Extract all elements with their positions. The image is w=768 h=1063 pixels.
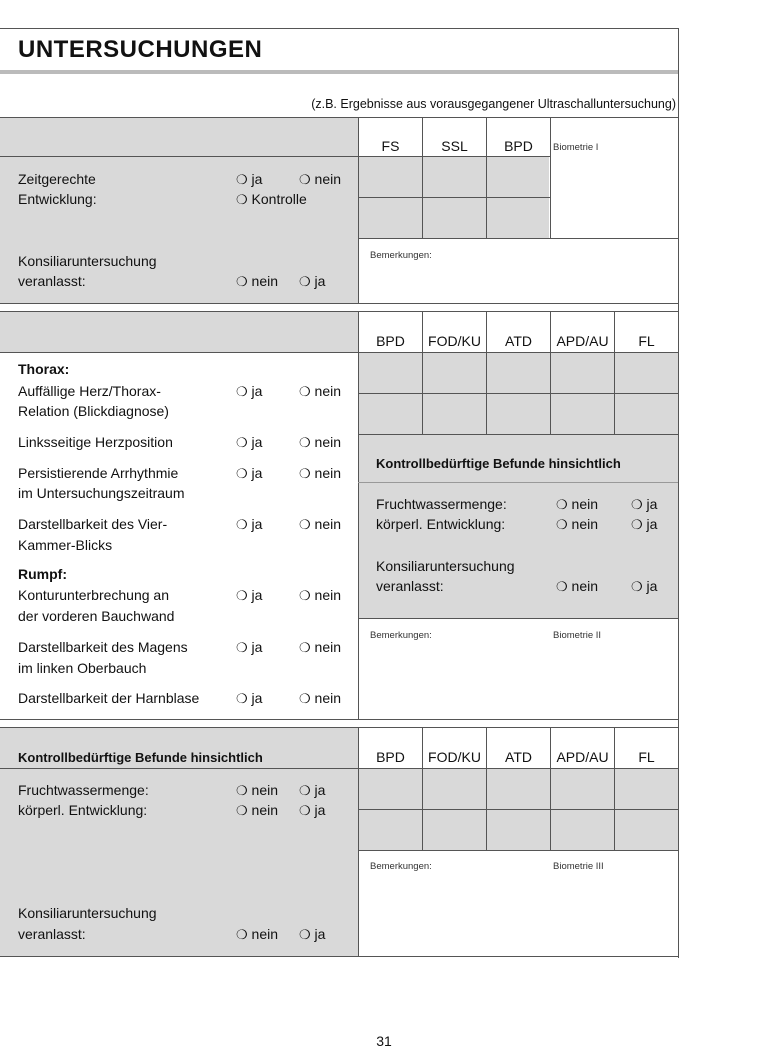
fruchtwasser-2-label: Fruchtwassermenge: — [376, 496, 507, 512]
col-apd-au: APD/AU — [556, 333, 609, 349]
vier-kammer-ja-option[interactable]: ❍ ja — [236, 516, 263, 532]
biometrie-3-label: Biometrie III — [553, 861, 604, 872]
biometry3-line — [358, 809, 678, 810]
radio-icon: ❍ — [299, 588, 311, 603]
radio-icon: ❍ — [299, 172, 311, 187]
biometry1-grid — [359, 157, 549, 239]
biometry1-line — [358, 156, 550, 157]
koerperl-2-ja-option[interactable]: ❍ ja — [631, 516, 658, 532]
bauchwand-ja-option[interactable]: ❍ ja — [236, 587, 263, 603]
koerperl-3-label: körperl. Entwicklung: — [18, 802, 148, 818]
biometry3-col-line — [614, 727, 615, 850]
rumpf-heading: Rumpf: — [18, 566, 67, 582]
zeitgerechte-nein-option[interactable]: ❍ nein — [299, 171, 342, 187]
radio-icon: ❍ — [236, 927, 248, 942]
biometry3-col-line — [550, 727, 551, 850]
kontroll-3-heading: Kontrollbedürftige Befunde hinsichtlich — [18, 750, 263, 765]
item-arrhythmie-label: Persistierende Arrhythmie — [18, 465, 179, 481]
radio-icon: ❍ — [236, 274, 248, 289]
veranlasst-3-label: veranlasst: — [18, 926, 86, 942]
zeitgerechte-ja-option[interactable]: ❍ ja — [236, 171, 263, 187]
koerperl-3-ja-option[interactable]: ❍ ja — [299, 802, 326, 818]
radio-icon: ❍ — [631, 579, 643, 594]
herzposition-nein-option[interactable]: ❍ nein — [299, 434, 342, 450]
title-rule — [0, 70, 678, 74]
item-harnblase-label: Darstellbarkeit der Harnblase — [18, 690, 200, 706]
koerperl-3-nein-option[interactable]: ❍ nein — [236, 802, 279, 818]
biometry1-col-line — [422, 117, 423, 239]
col-atd: ATD — [505, 333, 532, 349]
herz-thorax-nein-option[interactable]: ❍ nein — [299, 383, 342, 399]
bauchwand-nein-option[interactable]: ❍ nein — [299, 587, 342, 603]
radio-icon: ❍ — [299, 517, 311, 532]
biometry3-col-line — [422, 727, 423, 850]
bemerkungen-2-label: Bemerkungen: — [370, 630, 432, 641]
radio-icon: ❍ — [236, 517, 248, 532]
biometry2-grid — [359, 353, 678, 435]
biometry2-line — [358, 352, 678, 353]
radio-icon: ❍ — [236, 691, 248, 706]
radio-icon: ❍ — [556, 497, 568, 512]
entwicklung-label: Entwicklung: — [18, 191, 97, 207]
item-herzposition-label: Linksseitige Herzposition — [18, 434, 173, 450]
fruchtwasser-3-label: Fruchtwassermenge: — [18, 782, 149, 798]
radio-icon: ❍ — [299, 384, 311, 399]
col-atd: ATD — [505, 749, 532, 765]
section-separator — [0, 303, 678, 304]
col-fod-ku: FOD/KU — [428, 749, 481, 765]
kontroll-box-2-divider — [358, 482, 678, 483]
col-fl: FL — [638, 749, 655, 765]
item-magen-label-2: im linken Oberbauch — [18, 660, 147, 676]
biometry2-col-line — [550, 311, 551, 434]
col-bpd: BPD — [376, 333, 405, 349]
item-bauchwand-label: Konturunterbrechung an — [18, 587, 169, 603]
page-number: 31 — [376, 1033, 392, 1049]
konsil-1-nein-option[interactable]: ❍ nein — [236, 273, 279, 289]
biometry3-col-line — [486, 727, 487, 850]
radio-icon: ❍ — [299, 466, 311, 481]
konsil-1-ja-option[interactable]: ❍ ja — [299, 273, 326, 289]
kontroll-2-heading: Kontrollbedürftige Befunde hinsichtlich — [376, 456, 621, 471]
radio-icon: ❍ — [631, 517, 643, 532]
fruchtwasser-3-ja-option[interactable]: ❍ ja — [299, 782, 326, 798]
magen-nein-option[interactable]: ❍ nein — [299, 639, 342, 655]
radio-icon: ❍ — [236, 466, 248, 481]
radio-icon: ❍ — [299, 803, 311, 818]
magen-ja-option[interactable]: ❍ ja — [236, 639, 263, 655]
item-vier-kammer-label: Darstellbarkeit des Vier- — [18, 516, 168, 532]
radio-icon: ❍ — [299, 927, 311, 942]
biometry2-col-line — [614, 311, 615, 434]
col-ssl: SSL — [441, 138, 468, 154]
konsil-3-nein-option[interactable]: ❍ nein — [236, 926, 279, 942]
bemerkungen-1-label: Bemerkungen: — [370, 250, 432, 261]
kontroll-box-2-bottom — [358, 618, 678, 619]
col-fs: FS — [381, 138, 400, 154]
biometry3-line — [358, 768, 678, 769]
radio-icon: ❍ — [631, 497, 643, 512]
veranlasst-1-label: veranlasst: — [18, 273, 86, 289]
biometry2-line — [358, 393, 678, 394]
konsil-3-ja-option[interactable]: ❍ ja — [299, 926, 326, 942]
radio-icon: ❍ — [299, 691, 311, 706]
konsil-3-label: Konsiliaruntersuchung — [18, 905, 157, 921]
item-herz-thorax-label: Auffällige Herz/Thorax- — [18, 383, 161, 399]
radio-icon: ❍ — [236, 588, 248, 603]
col-bpd: BPD — [504, 138, 533, 154]
radio-icon: ❍ — [299, 640, 311, 655]
section1-top-line — [0, 117, 678, 118]
thorax-heading: Thorax: — [18, 361, 70, 377]
biometry1-col-line — [486, 117, 487, 239]
radio-icon: ❍ — [556, 517, 568, 532]
arrhythmie-nein-option[interactable]: ❍ nein — [299, 465, 342, 481]
radio-icon: ❍ — [236, 384, 248, 399]
section2-left-divider — [0, 352, 358, 353]
biometry3-grid — [359, 769, 678, 851]
koerperl-2-label: körperl. Entwicklung: — [376, 516, 506, 532]
biometrie-1-label: Biometrie I — [553, 142, 599, 153]
herzposition-ja-option[interactable]: ❍ ja — [236, 434, 263, 450]
section-separator — [0, 719, 678, 720]
bemerkungen-3-label: Bemerkungen: — [370, 861, 432, 872]
arrhythmie-ja-option[interactable]: ❍ ja — [236, 465, 263, 481]
radio-icon: ❍ — [299, 783, 311, 798]
konsil-2-nein-option[interactable]: ❍ nein — [556, 578, 599, 594]
radio-icon: ❍ — [236, 783, 248, 798]
konsil-2-ja-option[interactable]: ❍ ja — [631, 578, 658, 594]
section1-left-divider — [0, 156, 358, 157]
konsil-1-label: Konsiliaruntersuchung — [18, 253, 157, 269]
biometry1-col-line — [550, 117, 551, 239]
biometry1-line — [358, 238, 678, 239]
biometry2-col-line — [486, 311, 487, 434]
section3-left-divider — [0, 768, 358, 769]
harnblase-nein-option[interactable]: ❍ nein — [299, 690, 342, 706]
zeitgerechte-label: Zeitgerechte — [18, 171, 96, 187]
veranlasst-2-label: veranlasst: — [376, 578, 444, 594]
harnblase-ja-option[interactable]: ❍ ja — [236, 690, 263, 706]
top-border — [0, 28, 678, 29]
fruchtwasser-3-nein-option[interactable]: ❍ nein — [236, 782, 279, 798]
item-bauchwand-label-2: der vorderen Bauchwand — [18, 608, 175, 624]
item-vier-kammer-label-2: Kammer-Blicks — [18, 537, 113, 553]
biometry1-line — [358, 197, 550, 198]
biometrie-2-label: Biometrie II — [553, 630, 602, 641]
biometry2-col-line — [422, 311, 423, 434]
radio-icon: ❍ — [236, 640, 248, 655]
radio-icon: ❍ — [236, 803, 248, 818]
item-herz-thorax-label-2: Relation (Blickdiagnose) — [18, 403, 169, 419]
col-fl: FL — [638, 333, 655, 349]
fruchtwasser-2-nein-option[interactable]: ❍ nein — [556, 496, 599, 512]
radio-icon: ❍ — [236, 435, 248, 450]
item-magen-label: Darstellbarkeit des Magens — [18, 639, 188, 655]
col-fod-ku: FOD/KU — [428, 333, 481, 349]
radio-icon: ❍ — [299, 435, 311, 450]
bottom-border — [0, 956, 678, 957]
vier-kammer-nein-option[interactable]: ❍ nein — [299, 516, 342, 532]
radio-icon: ❍ — [236, 192, 248, 207]
radio-icon: ❍ — [236, 172, 248, 187]
herz-thorax-ja-option[interactable]: ❍ ja — [236, 383, 263, 399]
radio-icon: ❍ — [299, 274, 311, 289]
item-arrhythmie-label-2: im Untersuchungszeitraum — [18, 485, 185, 501]
col-apd-au: APD/AU — [556, 749, 609, 765]
col-bpd: BPD — [376, 749, 405, 765]
section2-left-header — [0, 312, 358, 352]
konsil-2-label: Konsiliaruntersuchung — [376, 558, 515, 574]
koerperl-2-nein-option[interactable]: ❍ nein — [556, 516, 599, 532]
fruchtwasser-2-ja-option[interactable]: ❍ ja — [631, 496, 658, 512]
radio-icon: ❍ — [556, 579, 568, 594]
biometry3-line — [358, 850, 678, 851]
page-title: UNTERSUCHUNGEN — [18, 36, 263, 63]
zeitgerechte-kontrolle-option[interactable]: ❍ Kontrolle — [236, 191, 307, 207]
hint-text: (z.B. Ergebnisse aus vorausgegangener Ultraschalluntersuchung) — [311, 97, 676, 111]
